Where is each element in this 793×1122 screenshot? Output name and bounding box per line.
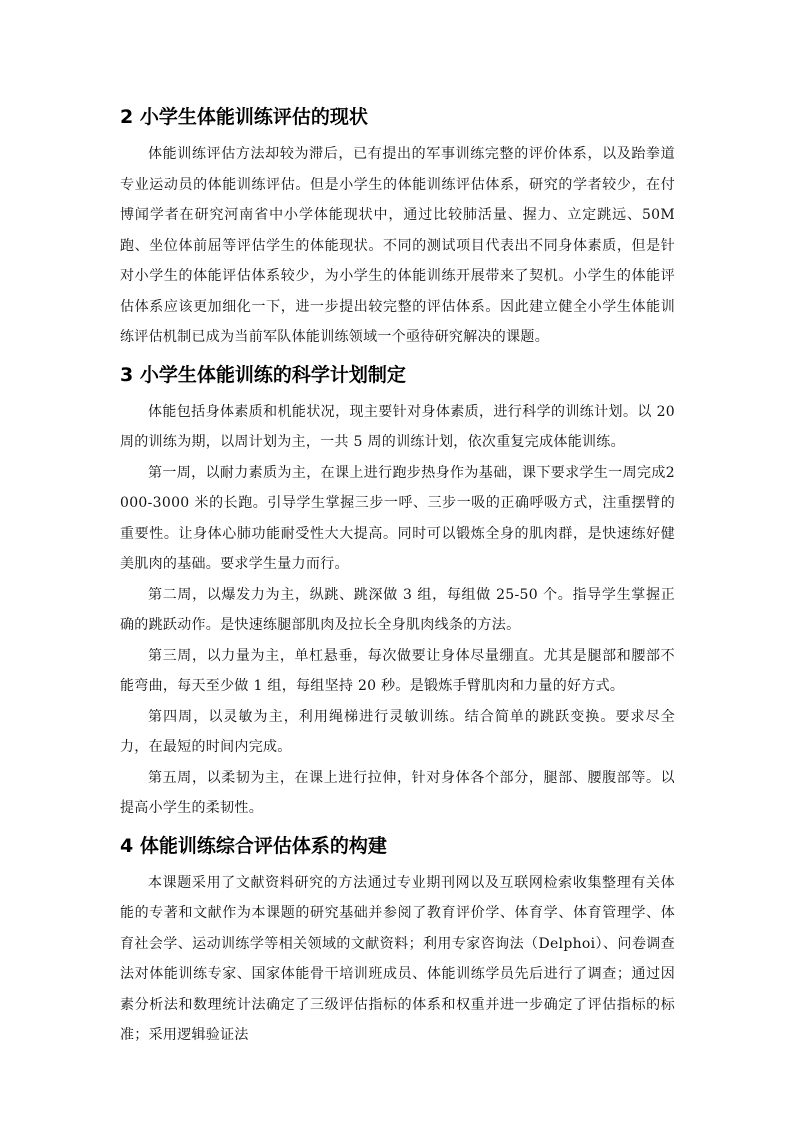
paragraph: 第三周，以力量为主，单杠悬垂，每次做要让身体尽量绷直。尤其是腿部和腰部不能弯曲，每天至少做 1 组，每组坚持 20 秒。是锻炼手臂肌肉和力量的好方式。 bbox=[120, 647, 675, 694]
section-evaluation-system bbox=[120, 832, 675, 1051]
paragraph: 第二周，以爆发力为主，纵跳、跳深做 3 组，每组做 25-50 个。指导学生掌握正确的跳跃动作。是快速练腿部肌肉及拉长全身肌肉线条的方法。 bbox=[120, 586, 675, 633]
section-heading: 2 小学生体能训练评估的现状 bbox=[120, 106, 368, 128]
document-body bbox=[120, 103, 675, 1059]
section-training-plan bbox=[120, 361, 675, 824]
paragraph: 第四周，以灵敏为主，利用绳梯进行灵敏训练。结合简单的跳跃变换。要求尽全力，在最短的时间内完成。 bbox=[120, 708, 675, 755]
paragraph: 第一周，以耐力素质为主，在课上进行跑步热身作为基础，课下要求学生一周完成2000-3000 米的长跑。引导学生掌握三步一呼、三步一吸的正确呼吸方式，注重摆臂的重要性。让身体心肺功能耐受性大大提高。同时可以锻炼全身的肌肉群，是快速练好健美肌肉的基础。要求学生量力而行。 bbox=[120, 464, 675, 572]
section-heading: 4 体能训练综合评估体系的构建 bbox=[120, 834, 387, 857]
paragraph: 体能训练评估方法却较为滞后，已有提出的军事训练完整的评价体系，以及跆拳道专业运动员的体能训练评估。但是小学生的体能训练评估体系，研究的学者较少，在付博闻学者在研究河南省中小学体能现状中，通过比较肺活量、握力、立定跳远、50M跑、坐位体前屈等评估学生的体能现状。不同的测试项目代表出不同身体素质，但是针对小学生的体能评估体系较少，为小学生的体能训练开展带来了契机。小学生的体能评估体系应该更加细化一下，进一步提出较完整的评估体系。因此建立健全小学生体能训练评估机制已成为当前军队体能训练领域一个亟待研究解决的课题。 bbox=[120, 146, 675, 345]
section-heading: 3 小学生体能训练的科学计划制定 bbox=[120, 363, 406, 386]
paragraph: 体能包括身体素质和机能状况，现主要针对身体素质，进行科学的训练计划。以 20 周的训练为期，以周计划为主，一共 5 周的训练计划，依次重复完成体能训练。 bbox=[120, 403, 675, 450]
section-current-status bbox=[120, 103, 675, 353]
paragraph: 第五周，以柔韧为主，在课上进行拉伸，针对身体各个部分，腿部、腰腹部等。以提高小学生的柔韧性。 bbox=[120, 769, 675, 816]
paragraph: 本课题采用了文献资料研究的方法通过专业期刊网以及互联网检索收集整理有关体能的专著和文献作为本课题的研究基础并参阅了教育评价学、体育学、体育管理学、体育社会学、运动训练学等相关领域的文献资料；利用专家咨询法（Delphoi）、问卷调查法对体能训练专家、国家体能骨干培训班成员、体能训练学员先后进行了调查；通过因素分析法和数理统计法确定了三级评估指标的体系和权重并进一步确定了评估指标的标准；采用逻辑验证法 bbox=[120, 874, 675, 1043]
